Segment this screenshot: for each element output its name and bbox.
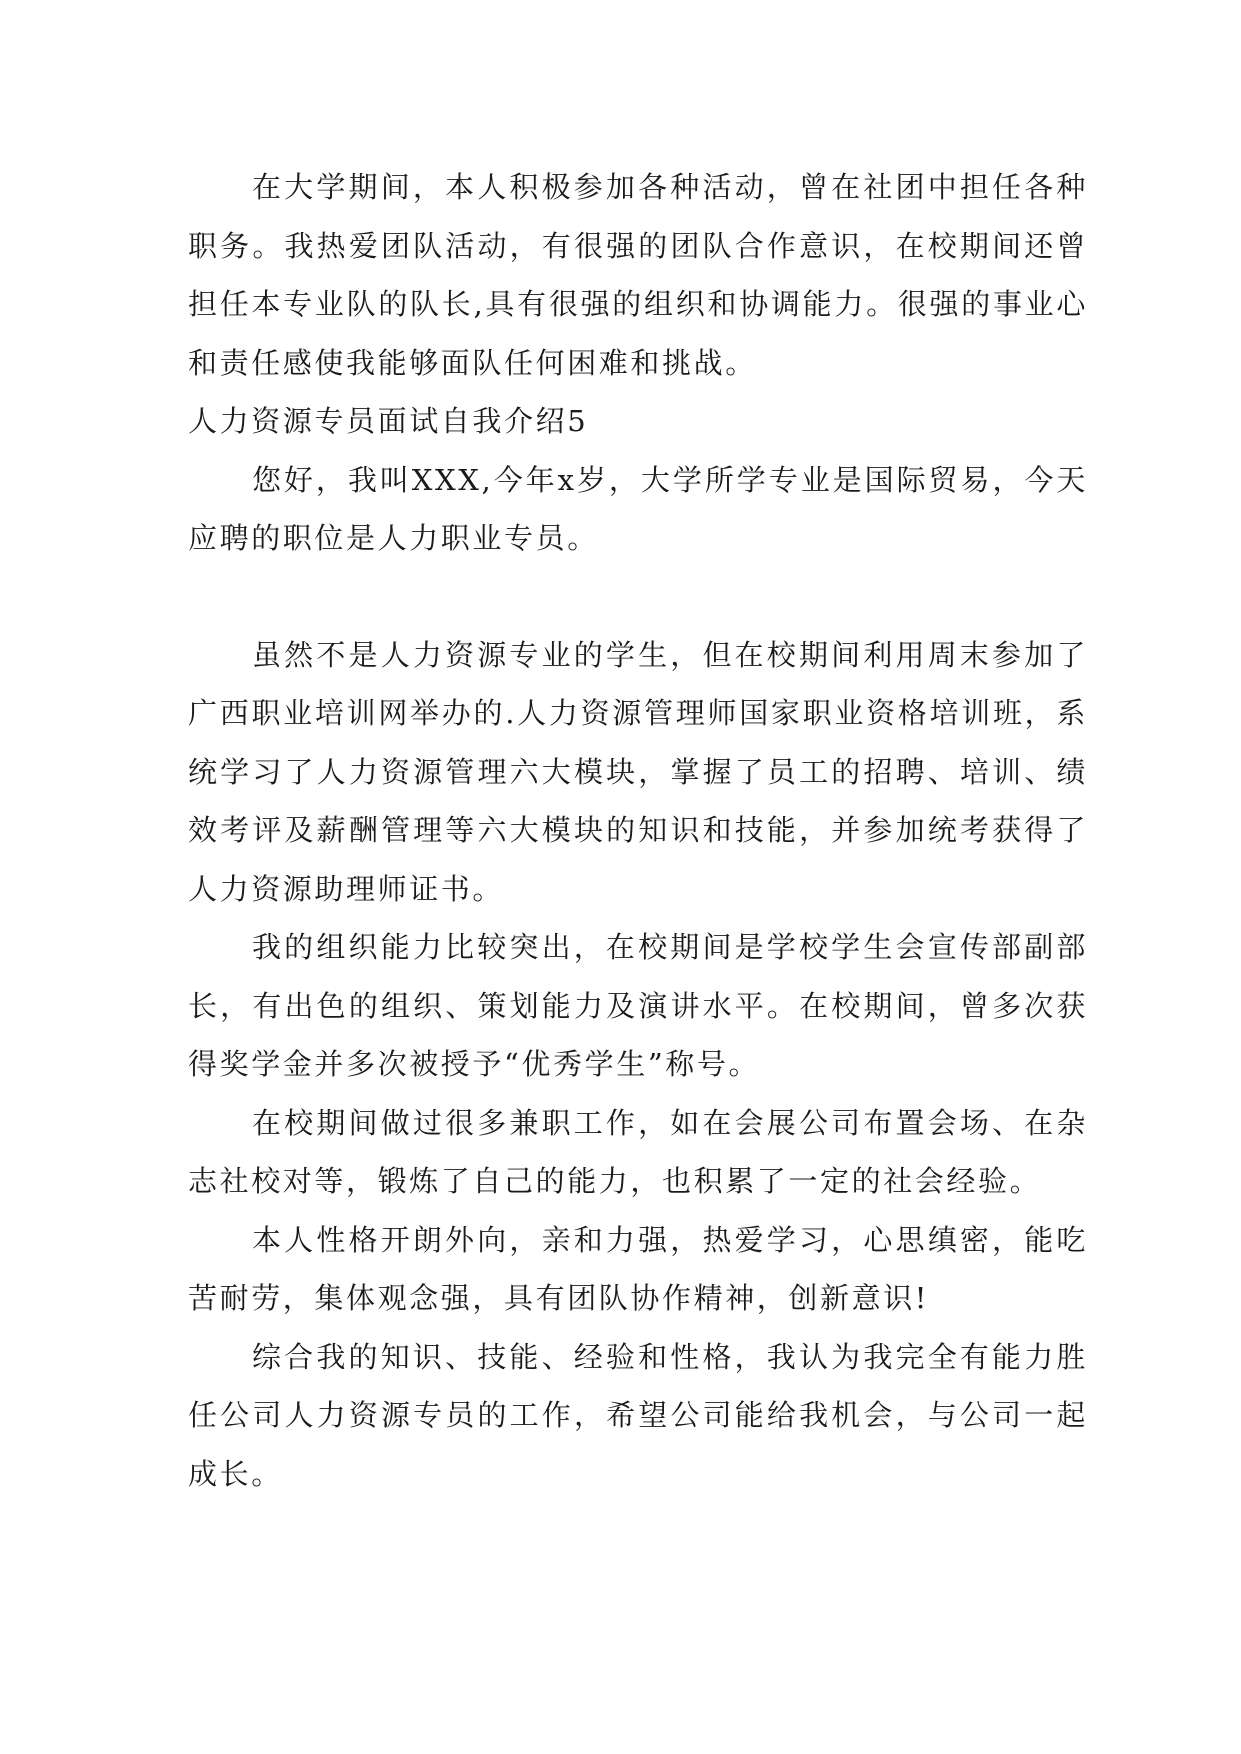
paragraph-organization: 我的组织能力比较突出，在校期间是学校学生会宣传部副部长，有出色的组织、策划能力及演讲水平。在校期间，曾多次获得奖学金并多次被授予“优秀学生”称号。 [188,930,1088,1081]
document-body [188,158,1088,1503]
blank-line [188,568,1088,626]
paragraph-university-activities: 在大学期间，本人积极参加各种活动，曾在社团中担任各种职务。我热爱团队活动，有很强的团队合作意识，在校期间还曾担任本专业队的队长,具有很强的组织和协调能力。很强的事业心和责任感使我能够面队任何困难和挑战。 [188,170,1088,380]
paragraph-conclusion: 综合我的知识、技能、经验和性格，我认为我完全有能力胜任公司人力资源专员的工作，希望公司能给我机会，与公司一起成长。 [188,1339,1088,1491]
paragraph-training: 虽然不是人力资源专业的学生，但在校期间利用周末参加了广西职业培训网举办的.人力资源管理师国家职业资格培训班，系统学习了人力资源管理六大模块，掌握了员工的招聘、培训、绩效考评及薪酬管理等六大模块的知识和技能，并参加统考获得了人力资源助理师证书。 [188,637,1088,906]
paragraph-personality: 本人性格开朗外向，亲和力强，热爱学习，心思缜密，能吃苦耐劳，集体观念强，具有团队协作精神，创新意识! [188,1222,1088,1315]
section-heading: 人力资源专员面试自我介绍5 [188,404,589,438]
paragraph-part-time-work: 在校期间做过很多兼职工作，如在会展公司布置会场、在杂志社校对等，锻炼了自己的能力，也积累了一定的社会经验。 [188,1105,1088,1198]
paragraph-greeting: 您好，我叫XXX,今年x岁，大学所学专业是国际贸易，今天应聘的职位是人力职业专员。 [188,462,1088,555]
